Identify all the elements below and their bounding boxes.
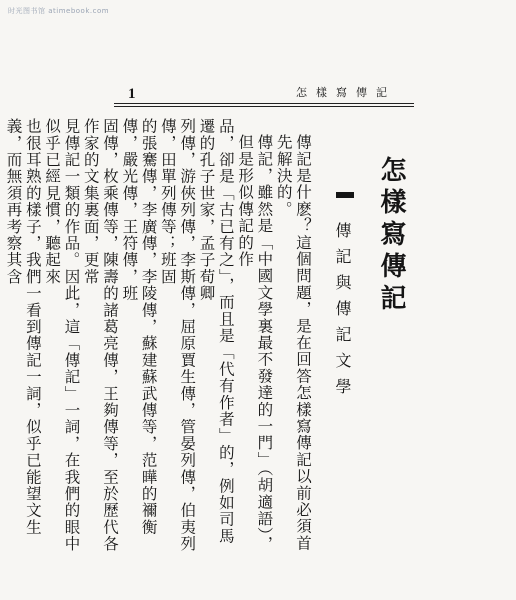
section-title: 傳記與傳記文學 [333,222,352,404]
watermark: 时光图书馆 atimebook.com [8,7,110,15]
text-line: 傳記，雖然是「中國文學裏最不發達的一門」（胡適語），但是形似傳記的作 [236,133,274,553]
text-line: 見傳記一類的作品。因此，這「傳記」一詞，在我們的眼中似乎已經見慣，聽起來 [43,118,81,553]
page-number: 1 [128,86,136,102]
text-line: 的張騫傳，李廣傳，李陵傳，蘇建蘇武傳等，范曄的禰衡傳，嚴光傳，王符傳，班 [120,118,158,536]
text-line: 列傳，游俠列傳，李斯傳，屈原賈生傳，管晏列傳，伯夷列傳，田單列傳等；班固 [158,118,197,553]
header-rule-double [114,106,414,107]
text-line: 也很耳熟的樣子，我們一看到傳記一詞，似乎已能望文生義，而無須再考察其含 [4,118,42,536]
chapter-number [336,192,354,198]
paragraph-2 [3,118,273,556]
text-line: 傳記是什麽？這個問題，是在回答怎樣寫傳記以前必須首先解決的。 [274,133,312,551]
paragraph-1 [273,118,312,556]
text-line: 品，卻是「古已有之」，而且是「代有作者」的，例如司馬遷的孔子世家，孟子荀卿 [197,118,235,545]
body-text [3,118,312,556]
running-title: 怎樣寫傳記 [296,86,396,99]
text-line: 固傳，枚乘傳等，陳壽的諸葛亮傳，王夠傳等，至於歷代各作家的文集裏面，更常 [81,118,120,553]
chapter-title: 怎樣寫傳記 [376,156,406,316]
header-rule [114,103,414,104]
